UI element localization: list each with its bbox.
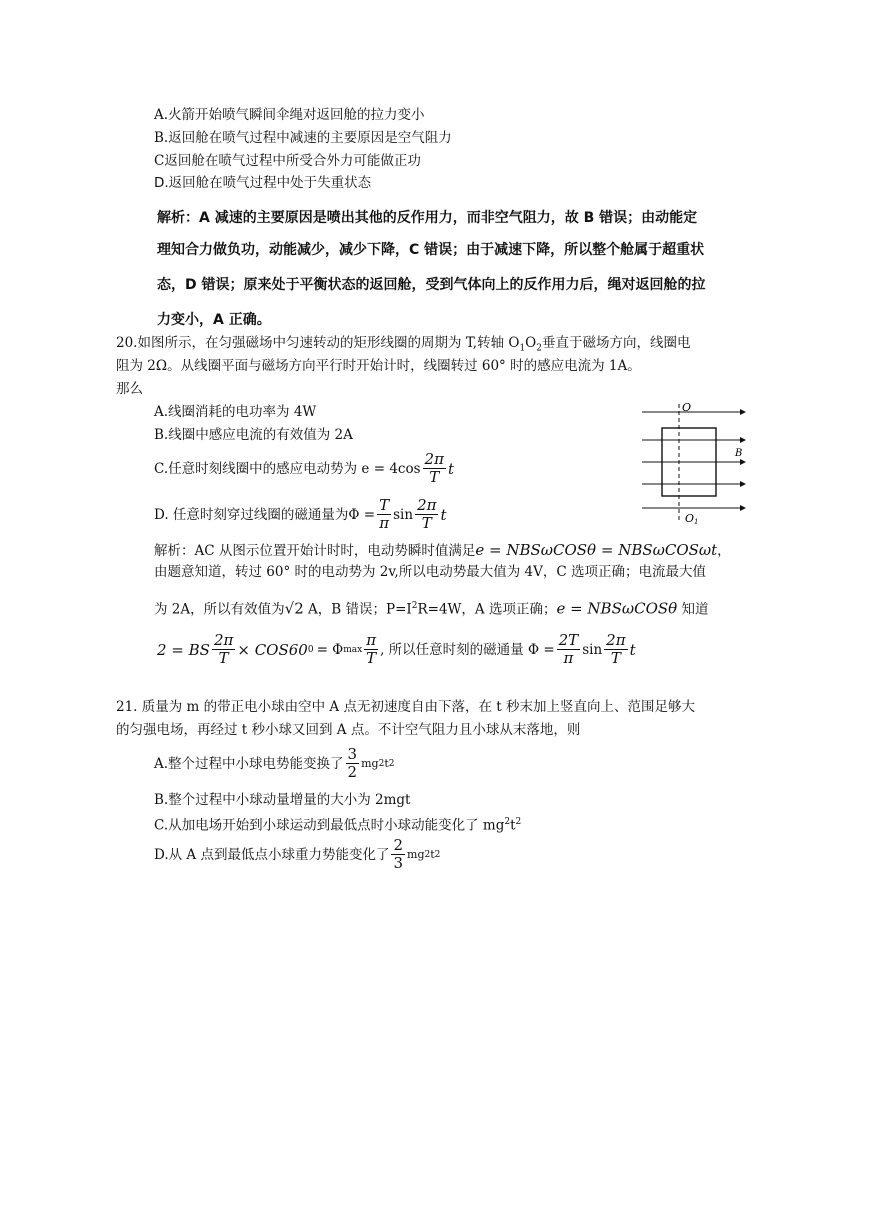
q20-stem-line-2: 阻为 2Ω。从线圈平面与磁场方向平行时开始计时，线圈转过 60° 时的感应电流为 1A。 [116,358,641,374]
q21-option-a: A.整个过程中小球电势能变换了 $\frac{3}{2}$ mg2t2 [154,745,395,781]
q20-analysis-line-3: 为 2A，所以有效值为√2 A，B 错误；$P=I^2R=4W$，A 选项正确；e = NBSωCOSθ 知道 [154,599,709,618]
q20-analysis-line-1: 解析：AC 从图示位置开始计时时，电动势瞬时值满足e = NBSωCOSθ = NBSωCOSωt， [154,541,731,559]
q20-stem-line-1: 20.如图所示，在匀强磁场中匀速转动的矩形线圈的周期为 T,转轴 $O_1O_2$垂直于磁场方向，线圈电 [116,335,691,354]
q20-option-b: B.线圈中感应电流的有效值为 2A [154,427,353,443]
q19-analysis-line-4: 力变小，A 正确。 [157,312,271,328]
field-arrow-4 [740,481,746,487]
q21-option-d-fraction: $\frac{2}{3}$ [393,836,404,872]
q19-option-c: C返回舱在喷气过程中所受合外力可能做正功 [154,153,421,169]
q21-option-b: B.整个过程中小球动量增量的大小为 2mgt [154,792,411,808]
q20-option-c: C.任意时刻线圈中的感应电动势为 e = 4cos $\frac{2\pi}{T}$ t [154,450,454,486]
q20-option-d-fraction-1: $\frac{T}{\pi}$ [379,496,390,532]
field-arrow-3 [740,459,746,465]
q20-analysis-fraction-4: $\frac{2\pi}{T}$ [606,631,626,667]
q20-option-d-fraction-2: $\frac{2\pi}{T}$ [417,496,437,532]
q20-analysis-fraction-3: $\frac{2T}{\pi}$ [558,631,579,667]
q20-analysis-fraction-1: $\frac{2\pi}{T}$ [213,631,234,667]
q20-option-a: A.线圈消耗的电功率为 4W [154,404,317,420]
q20-analysis-line-2: 由题意知道，转过 60° 时的电动势为 2v,所以电动势最大值为 4V，C 选项正确；电流最大值 [154,564,706,580]
q21-option-a-fraction: $\frac{3}{2}$ [347,745,358,781]
q20-analysis-fraction-2: $\frac{\pi}{T}$ [366,631,377,667]
q21-option-d: D.从 A 点到最低点小球重力势能变化了 $\frac{2}{3}$ mg2t2 [154,836,441,872]
q19-analysis-line-2: 理知合力做负功，动能减少，减少下降，C 错误；由于减速下降，所以整个舱属于超重状 [157,242,705,258]
q20-option-d: D. 任意时刻穿过线圈的磁通量为Φ = $\frac{T}{\pi}$ sin $\frac{2\pi}{T}$ t [154,496,447,532]
q20-option-c-fraction: $\frac{2\pi}{T}$ [424,450,444,486]
axis-top-label: O [682,401,692,414]
q19-option-a: A.火箭开始喷气瞬间伞绳对返回舱的拉力变小 [154,107,425,123]
q19-option-b: B.返回舱在喷气过程中减速的主要原因是空气阻力 [154,130,452,146]
field-arrow-5 [740,505,746,511]
field-arrow-1 [740,409,746,415]
rotating-coil-figure [632,400,752,525]
q20-analysis-line-4: 2 = BS $\frac{2\pi}{T}$ × COS600 = Φmax $\frac{\pi}{T}$ , 所以任意时刻的磁通量 Φ = $\frac{2T}{\pi}$ sin $\frac{2\pi}{T}$ t [157,631,636,667]
q19-analysis-line-3: 态，D 错误；原来处于平衡状态的返回舱，受到气体向上的反作用力后，绳对返回舱的拉 [157,277,706,293]
q19-analysis-line-1: 解析：A 减速的主要原因是喷出其他的反作用力，而非空气阻力，故 B 错误；由动能定 [157,210,698,226]
axis-bottom-label: O1 [685,512,699,525]
field-arrow-2 [740,437,746,443]
q21-stem-line-2: 的匀强电场，再经过 t 秒小球又回到 A 点。不计空气阻力且小球从末落地，则 [116,722,581,738]
q21-option-c: C.从加电场开始到小球运动到最低点时小球动能变化了 $mg^2t^2$ [154,817,522,834]
q20-stem-line-3: 那么 [116,381,143,397]
q19-option-d: D.返回舱在喷气过程中处于失重状态 [154,175,372,191]
field-b-label: B [735,448,743,459]
q21-stem-line-1: 21. 质量为 m 的带正电小球由空中 A 点无初速度自由下落，在 t 秒末加上竖直向上、范围足够大 [116,699,695,715]
